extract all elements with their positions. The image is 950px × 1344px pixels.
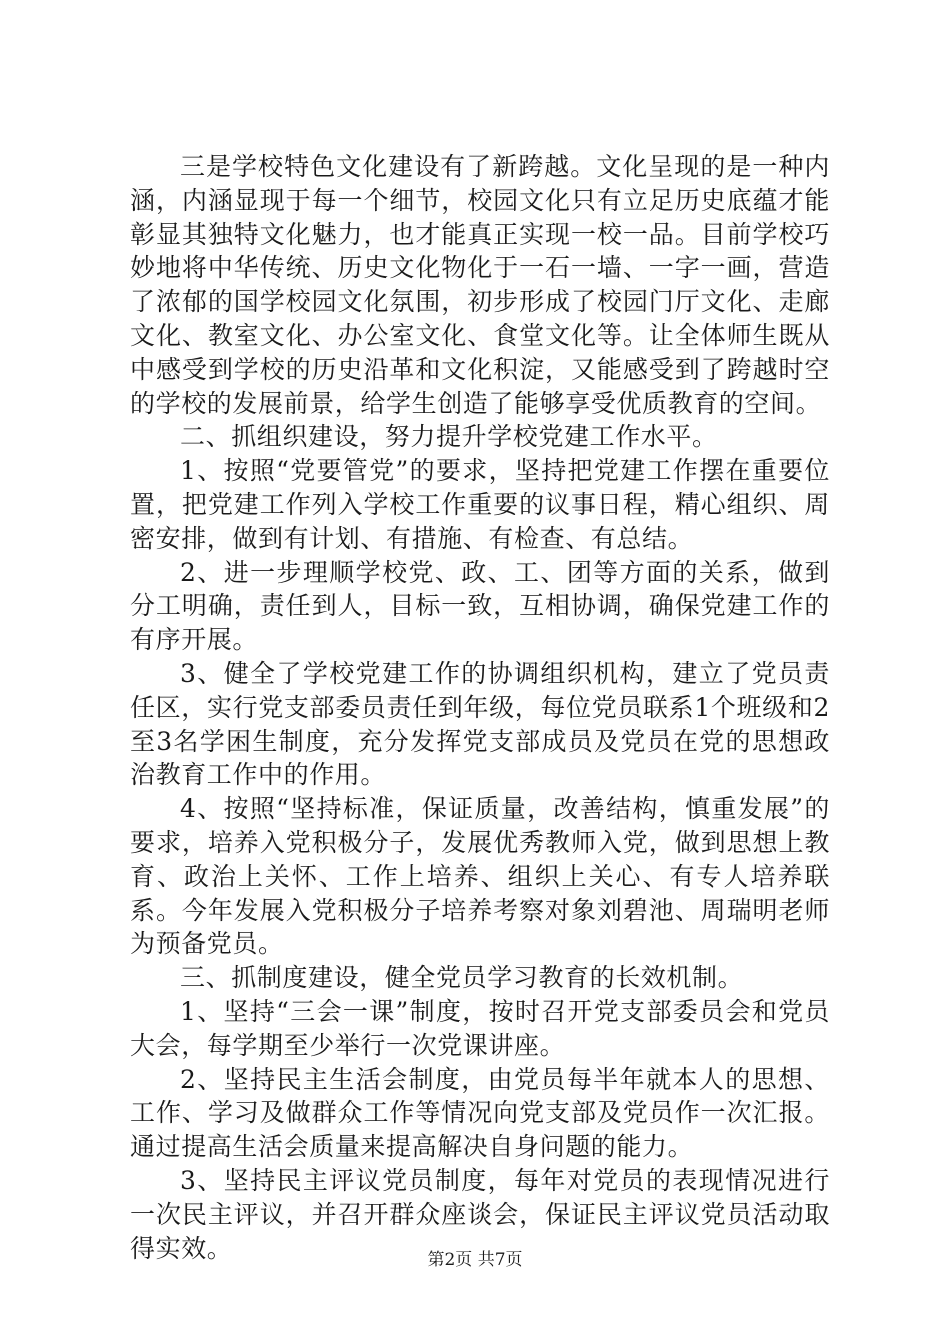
document-body bbox=[130, 150, 830, 1265]
paragraph-system-item-1: 1、坚持“三会一课”制度，按时召开党支部委员会和党员大会，每学期至少举行一次党课讲座。 bbox=[130, 996, 830, 1060]
paragraph-system-item-2: 2、坚持民主生活会制度，由党员每半年就本人的思想、工作、学习及做群众工作等情况向党支部及党员作一次汇报。通过提高生活会质量来提高解决自身问题的能力。 bbox=[130, 1064, 830, 1162]
paragraph-school-culture: 三是学校特色文化建设有了新跨越。文化呈现的是一种内涵，内涵显现于每一个细节，校园文化只有立足历史底蕴才能彰显其独特文化魅力，也才能真正实现一校一品。目前学校巧妙地将中华传统、历史文化物化于一石一墙、一字一画，营造了浓郁的国学校园文化氛围，初步形成了校园门厅文化、走廊文化、教室文化、办公室文化、食堂文化等。让全体师生既从中感受到学校的历史沿革和文化积淀，又能感受到了跨越时空的学校的发展前景，给学生创造了能够享受优质教育的空间。 bbox=[130, 152, 830, 418]
paragraph-item-4: 4、按照“坚持标准，保证质量，改善结构，慎重发展”的要求，培养入党积极分子，发展优秀教师入党，做到思想上教育、政治上关怀、工作上培养、组织上关心、有专人培养联系。今年发展入党积极分子培养考察对象刘碧池、周瑞明老师为预备党员。 bbox=[130, 794, 830, 959]
section-heading-system: 三、抓制度建设，健全党员学习教育的长效机制。 bbox=[180, 963, 744, 993]
paragraph-item-1: 1、按照“党要管党”的要求，坚持把党建工作摆在重要位置，把党建工作列入学校工作重要的议事日程，精心组织、周密安排，做到有计划、有措施、有检查、有总结。 bbox=[130, 456, 830, 553]
paragraph-system-item-3: 3、坚持民主评议党员制度，每年对党员的表现情况进行一次民主评议，并召开群众座谈会，保证民主评议党员活动取得实效。 bbox=[130, 1165, 830, 1263]
page-number-footer: 第2页 共7页 bbox=[427, 1250, 523, 1270]
paragraph-item-3: 3、健全了学校党建工作的协调组织机构，建立了党员责任区，实行党支部委员责任到年级，每位党员联系1个班级和2至3名学困生制度，充分发挥党支部成员及党员在党的思想政治教育工作中的作用。 bbox=[130, 658, 830, 790]
paragraph-item-2: 2、进一步理顺学校党、政、工、团等方面的关系，做到分工明确，责任到人，目标一致，互相协调，确保党建工作的有序开展。 bbox=[130, 557, 830, 655]
section-heading-organization: 二、抓组织建设，努力提升学校党建工作水平。 bbox=[180, 422, 718, 452]
